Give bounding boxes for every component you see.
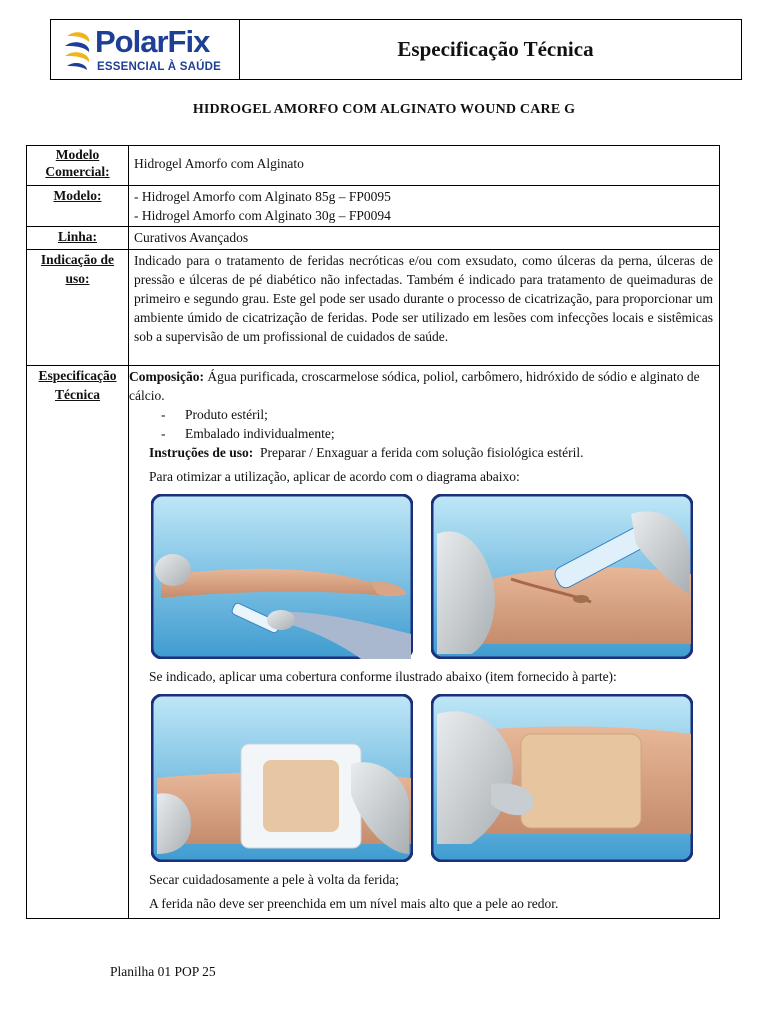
composicao-label: Composição: bbox=[129, 369, 204, 384]
label-indicacao: Indicação de uso: bbox=[27, 250, 129, 366]
instrucoes-label: Instruções de uso: bbox=[149, 445, 254, 460]
value-indicacao: Indicado para o tratamento de feridas necróticas e/ou com exsudato, como úlceras da perna, úlceras de pressão e úlceras de pé diabético não infectadas. Também é indicado para tratamento de queimaduras de primeiro e segundo grau. Este gel pode ser usado durante o processo de cicatrização, para proporcionar um ambiente úmido de cicatrização de feridas. Pode ser utilizado em lesões com infecções locais e sistêmicas sob a supervisão de um profissional de cuidados de saúde. bbox=[129, 250, 720, 366]
value-modelo-comercial: Hidrogel Amorfo com Alginato bbox=[129, 146, 720, 186]
row-modelo-comercial bbox=[27, 146, 720, 186]
list-item: - Embalado individualmente; bbox=[161, 426, 335, 441]
value-linha: Curativos Avançados bbox=[129, 227, 720, 250]
instrucoes bbox=[129, 443, 713, 462]
composicao-text: Água purificada, croscarmelose sódica, poliol, carbômero, hidróxido de sódio e alginato de cálcio. bbox=[129, 369, 700, 403]
logo-tagline: ESSENCIAL À SAÚDE bbox=[97, 61, 221, 73]
label-modelo-comercial: Modelo Comercial: bbox=[27, 146, 129, 186]
label-especificacao: Especificação Técnica bbox=[27, 366, 129, 919]
label-linha: Linha: bbox=[27, 227, 129, 250]
value-modelo bbox=[129, 186, 720, 227]
product-title: HIDROGEL AMORFO COM ALGINATO WOUND CARE G bbox=[192, 102, 576, 117]
document-header bbox=[50, 19, 742, 80]
row-modelo bbox=[27, 186, 720, 227]
apply-gel-closeup-illustration bbox=[431, 494, 693, 659]
logo bbox=[51, 20, 240, 79]
dressing-applied-illustration bbox=[431, 694, 693, 862]
header-title: Especificação Técnica bbox=[397, 37, 594, 61]
spec-table bbox=[26, 145, 720, 919]
list-item: - Produto estéril; bbox=[161, 407, 268, 422]
logo-text: PolarFix bbox=[95, 24, 210, 59]
row-linha bbox=[27, 227, 720, 250]
composicao bbox=[129, 367, 713, 405]
footer-reference: Planilha 01 POP 25 bbox=[110, 964, 216, 979]
row-especificacao bbox=[27, 366, 720, 919]
diagram-intro: Para otimizar a utilização, aplicar de acordo com o diagrama abaixo: bbox=[149, 469, 520, 484]
modelo-item: - Hidrogel Amorfo com Alginato 85g – FP0095 bbox=[134, 189, 391, 204]
row-indicacao bbox=[27, 250, 720, 366]
final-instruction-2: A ferida não deve ser preenchida em um nível mais alto que a pele ao redor. bbox=[149, 896, 559, 911]
apply-gel-arm-illustration bbox=[151, 494, 413, 659]
instrucoes-text: Preparar / Enxaguar a ferida com solução fisiológica estéril. bbox=[260, 445, 584, 460]
final-instruction-1: Secar cuidadosamente a pele à volta da ferida; bbox=[149, 872, 400, 887]
dressing-figures bbox=[151, 694, 713, 862]
dressing-intro: Se indicado, aplicar uma cobertura conforme ilustrado abaixo (item fornecido à parte): bbox=[149, 669, 617, 684]
modelo-item: - Hidrogel Amorfo com Alginato 30g – FP0094 bbox=[134, 208, 391, 223]
polarfix-swirl-icon bbox=[63, 28, 93, 72]
application-figures bbox=[151, 494, 713, 659]
value-especificacao bbox=[129, 366, 720, 919]
label-modelo: Modelo: bbox=[27, 186, 129, 227]
dressing-placement-illustration bbox=[151, 694, 413, 862]
